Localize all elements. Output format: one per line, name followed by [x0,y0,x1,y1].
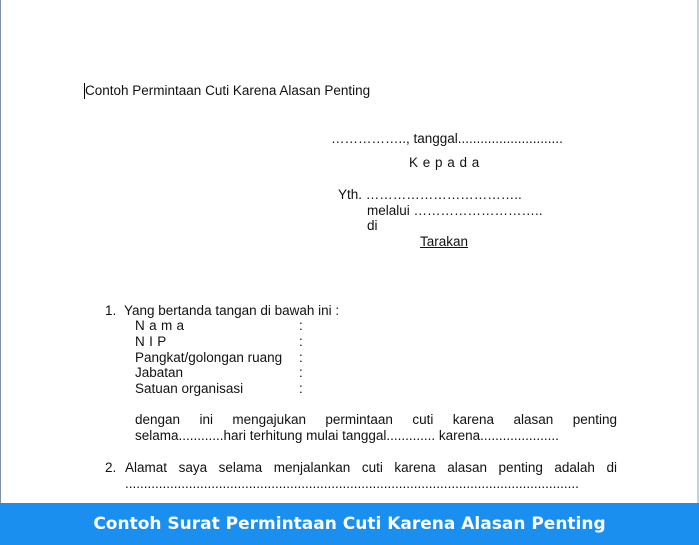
page-left-border [0,0,1,503]
field-colon: : [299,318,303,333]
field-colon: : [299,350,303,365]
field-colon: : [299,365,303,380]
item-2-address-dots[interactable]: ......................................................................................................................... [125,476,579,491]
field-label-nama[interactable]: N a m a [135,318,185,333]
kepada-label[interactable]: K e p a d a [409,155,480,170]
field-label-satuan[interactable]: Satuan organisasi [135,381,244,396]
city-name[interactable]: Tarakan [420,234,469,249]
document-title[interactable]: Contoh Permintaan Cuti Karena Alasan Penting [85,83,371,98]
via-line[interactable]: melalui ……………………….. [367,203,543,218]
field-colon: : [299,334,303,349]
caption-banner [0,503,699,545]
item-1-heading[interactable]: Yang bertanda tangan di bawah ini : [124,303,340,318]
item-2-number: 2. [105,460,117,475]
request-duration-line[interactable]: selama............hari terhitung mulai tanggal............. karena..................... [135,428,559,443]
field-label-nip[interactable]: N I P [135,334,167,349]
item-2-address-line[interactable]: Alamat saya selama menjalankan cuti karena alasan penting adalah di [125,460,617,475]
caption-text: Contoh Surat Permintaan Cuti Karena Alasan Penting [93,514,606,534]
request-statement[interactable]: dengan ini mengajukan permintaan cuti karena alasan penting [135,412,617,427]
field-colon: : [299,381,303,396]
at-label[interactable]: di [367,218,378,233]
field-label-jabatan[interactable]: Jabatan [135,365,184,380]
item-1-number: 1. [105,303,117,318]
field-label-pangkat[interactable]: Pangkat/golongan ruang [135,350,283,365]
recipient-line[interactable]: Yth. …………………………….. [338,187,522,202]
date-line[interactable]: …………….., tanggal............................ [331,131,563,146]
